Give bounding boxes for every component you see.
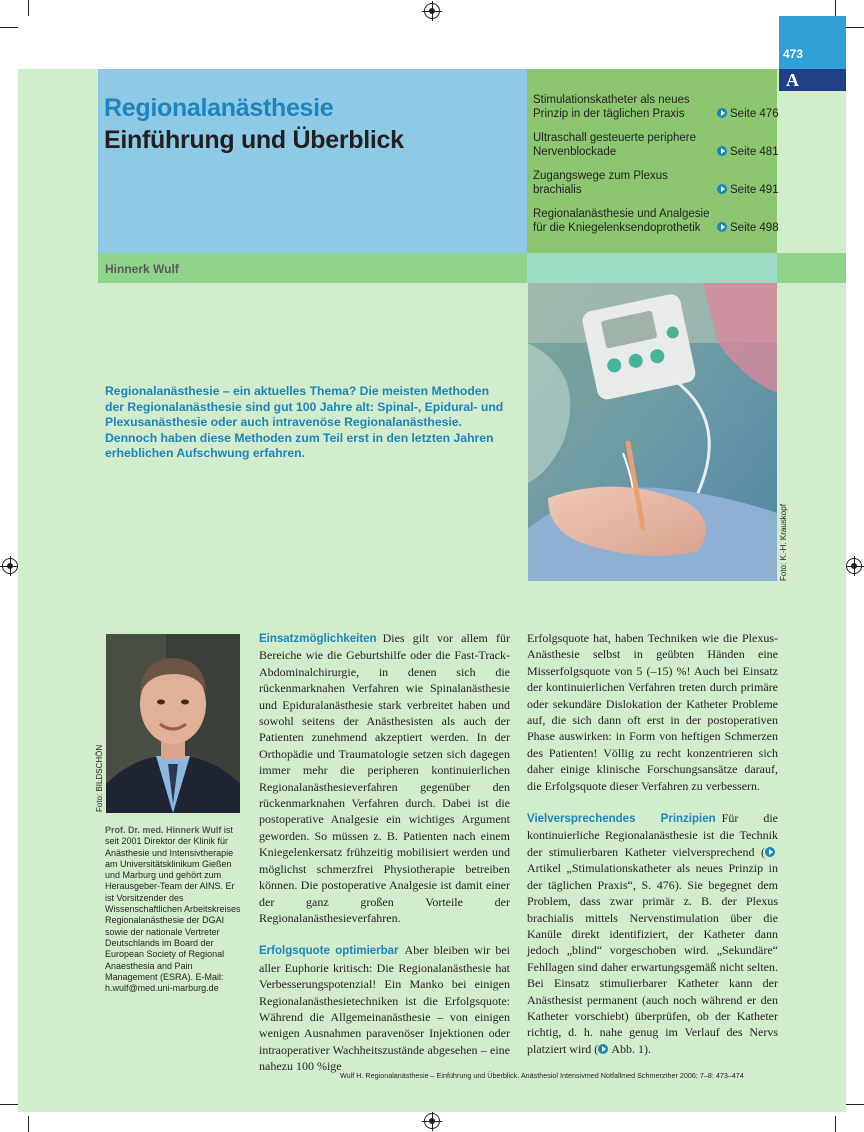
author-bio (105, 825, 241, 994)
body-text: Dies gilt vor allem für Bereiche wie die Geburtshilfe oder die Fast-Track-Abdominalchirurgie, in denen sich die rückenmarknahen Verfahren wie Spinalanästhesie und Epiduralanästhesie stark verbreitet haben und sowohl seitens der Anästhesisten als auch der Patienten zunehmend akzeptiert werden. In der Orthopädie und Traumatologie setzen sich dagegen immer mehr die peripheren kontinuierlichen Regionalanästhesieverfahren gegenüber den rückenmarknahen Verfahren durch. Dabei ist die postoperative Analgesie ein wichtiges Argument geworden. So müssen z. B. Patienten nach einem Kniegelenkersatz frühzeitig mobilisiert werden und möglichst schmerzfrei Physiotherapie betreiben können. Die postoperative Analgesie ist damit einer der ganz großen Vorteile der Regionalanästhesieverfahren. (259, 631, 510, 925)
body-paragraph (259, 942, 510, 1074)
toc-item[interactable] (533, 207, 777, 237)
crop-mark (0, 27, 18, 28)
body-column-1 (259, 630, 510, 1075)
author-portrait (106, 634, 240, 813)
body-paragraph (527, 810, 778, 1057)
figure-reference-link[interactable]: Abb. 1 (611, 1041, 644, 1056)
page-tab (779, 16, 846, 69)
toc-item-page[interactable]: Seite 476 (717, 107, 779, 121)
arrow-right-icon (598, 1044, 608, 1054)
page-number: 473 (783, 47, 804, 61)
body-text: ). Sie begegnet dem Problem, dass zwar primär z. B. der Plexus brachialis mittels Nervenstimulation über die Kanüle direkt identifiziert, der Katheter dann jedoch „blind“ vorgeschoben wird. „Sekundäre“ Fehllagen sind daher erwartungsgemäß nicht selten. Bei Einsatz stimulierbarer Katheter kann der Anästhesist permanent (auch noch während er den Katheter vorschiebt) überprüfen, ob der Katheter richtig, d. h. nahe genug im Verlauf des Nervs platziert wird ( (527, 877, 778, 1056)
bio-text: ist seit 2001 Direktor der Klinik für Anästhesie und Intensivtherapie am Universitätsklinikum Gießen und Marburg und gehört zum Herausgeber-Team der AINS. Er ist Vorsitzender des Wissenschaftlichen Arbeitskreises Regionalanästhesie der DGAI sowie der nationale Vertreter Deutschlands im Board der European Society of Regional Anaesthesia and Pain Management (ESRA). E-Mail: h.wulf@med.uni-marburg.de (105, 825, 241, 994)
toc-item-page[interactable]: Seite 491 (717, 183, 779, 197)
body-text: Aber bleiben wir bei aller Euphorie kritisch: Die Regionalanästhesie hat Verbesserungspotenzial! Ein Manko bei einigen Regionalanästhesietechniken ist die Erfolgsquote: Während die Allgemeinanästhesie – von einigen wenigen Ausnahmen paravenöser Injektionen oder intraoperativer Wachheitszustände abgesehen – eine nahezu 100 %ige (259, 943, 511, 1074)
arrow-right-icon (717, 184, 727, 194)
toc-item-title: Ultraschall gesteuerte periphere Nervenblockade (533, 132, 697, 158)
crop-mark (28, 1116, 29, 1132)
article-subtitle: Einführung und Überblick (104, 126, 404, 154)
registration-mark-icon (424, 1113, 440, 1129)
arrow-right-icon (717, 222, 727, 232)
lead-paragraph: Regionalanästhesie – ein aktuelles Thema? Die meisten Methoden der Regionalanästhesie sind gut 100 Jahre alt: Spinal-, Epidural- und Plexusanästhesie oder auch intravenöse Regionalanästhesie. Dennoch haben diese Methoden zum Teil erst in den letzten Jahren erheblichen Aufschwung erfahren. (105, 384, 504, 460)
crop-mark (846, 1104, 864, 1105)
registration-mark-icon (2, 558, 18, 574)
section-heading: Erfolgsquote optimierbar (259, 945, 399, 958)
section-heading: Einsatzmöglichkeiten (259, 633, 377, 645)
arrow-right-icon (717, 108, 727, 118)
article-cross-reference-link[interactable]: Artikel „Stimulationskatheter als neues Prinzip in der täglichen Praxis“, S. 476 (527, 861, 778, 892)
body-paragraph: Erfolgsquote hat, haben Techniken wie die Plexus-Anästhesie selbst in geübten Händen eine Misserfolgsquote von 5 (–15) %! Auch bei Einsatz der kontinuierlichen Verfahren treten durch primäre oder sekundäre Dislokation der Katheter Probleme auf, die sich dann oft erst in der postoperativen Phase auswirken: in Form von heftigen Schmerzen des Patienten! Völlig zu recht konzentrieren sich daher einige klinische Forschungsansätze darauf, die Erfolgsquote dieser Verfahren zu verbessern. (527, 631, 778, 793)
crop-mark (0, 1104, 18, 1105)
toc-item-title: Zugangswege zum Plexus brachialis (533, 170, 668, 196)
section-letter: A (786, 70, 799, 90)
author-bar-accent (527, 253, 777, 283)
citation-footer: Wulf H. Regionalanästhesie – Einführung und Überblick. Anästhesiol Intensivmed Notfallmed Schmerzther 2006; 7–8: 473–474 (340, 1071, 744, 1080)
body-text: ). (643, 1041, 651, 1056)
portrait-photo-credit: Foto: BILDSCHÖN (95, 744, 104, 812)
section-heading: Vielversprechendes Prinzipien (527, 813, 716, 826)
body-paragraph (259, 630, 510, 926)
registration-mark-icon (846, 558, 862, 574)
body-column-2 (527, 630, 778, 1057)
bio-name: Prof. Dr. med. Hinnerk Wulf (105, 825, 222, 835)
hero-photo (528, 283, 777, 581)
crop-mark (835, 0, 836, 16)
author-bar-extension (777, 253, 846, 283)
crop-mark (835, 1116, 836, 1132)
toc-item-title: Regionalanästhesie und Analgesie für die Kniegelenksendoprothetik (533, 208, 710, 234)
author-name: Hinnerk Wulf (105, 262, 179, 276)
toc-item-page[interactable]: Seite 498 (717, 221, 779, 235)
hero-photo-credit: Foto: K.-H. Krauskopf (779, 504, 788, 581)
arrow-right-icon (717, 146, 727, 156)
article-title: Regionalanästhesie (104, 94, 334, 122)
toc-item[interactable] (533, 131, 777, 161)
toc-item-page[interactable]: Seite 481 (717, 145, 779, 159)
crop-mark (28, 0, 29, 16)
arrow-right-icon (765, 847, 775, 857)
toc-item[interactable] (533, 93, 777, 123)
crop-mark (846, 27, 864, 28)
toc-item[interactable] (533, 169, 777, 199)
registration-mark-icon (424, 3, 440, 19)
toc-item-title: Stimulationskatheter als neues Prinzip in der täglichen Praxis (533, 94, 690, 120)
body-text: Für die kontinuierliche Regionalanästhesie ist die Technik der stimulierbaren Katheter vielversprechend ( (527, 811, 778, 859)
